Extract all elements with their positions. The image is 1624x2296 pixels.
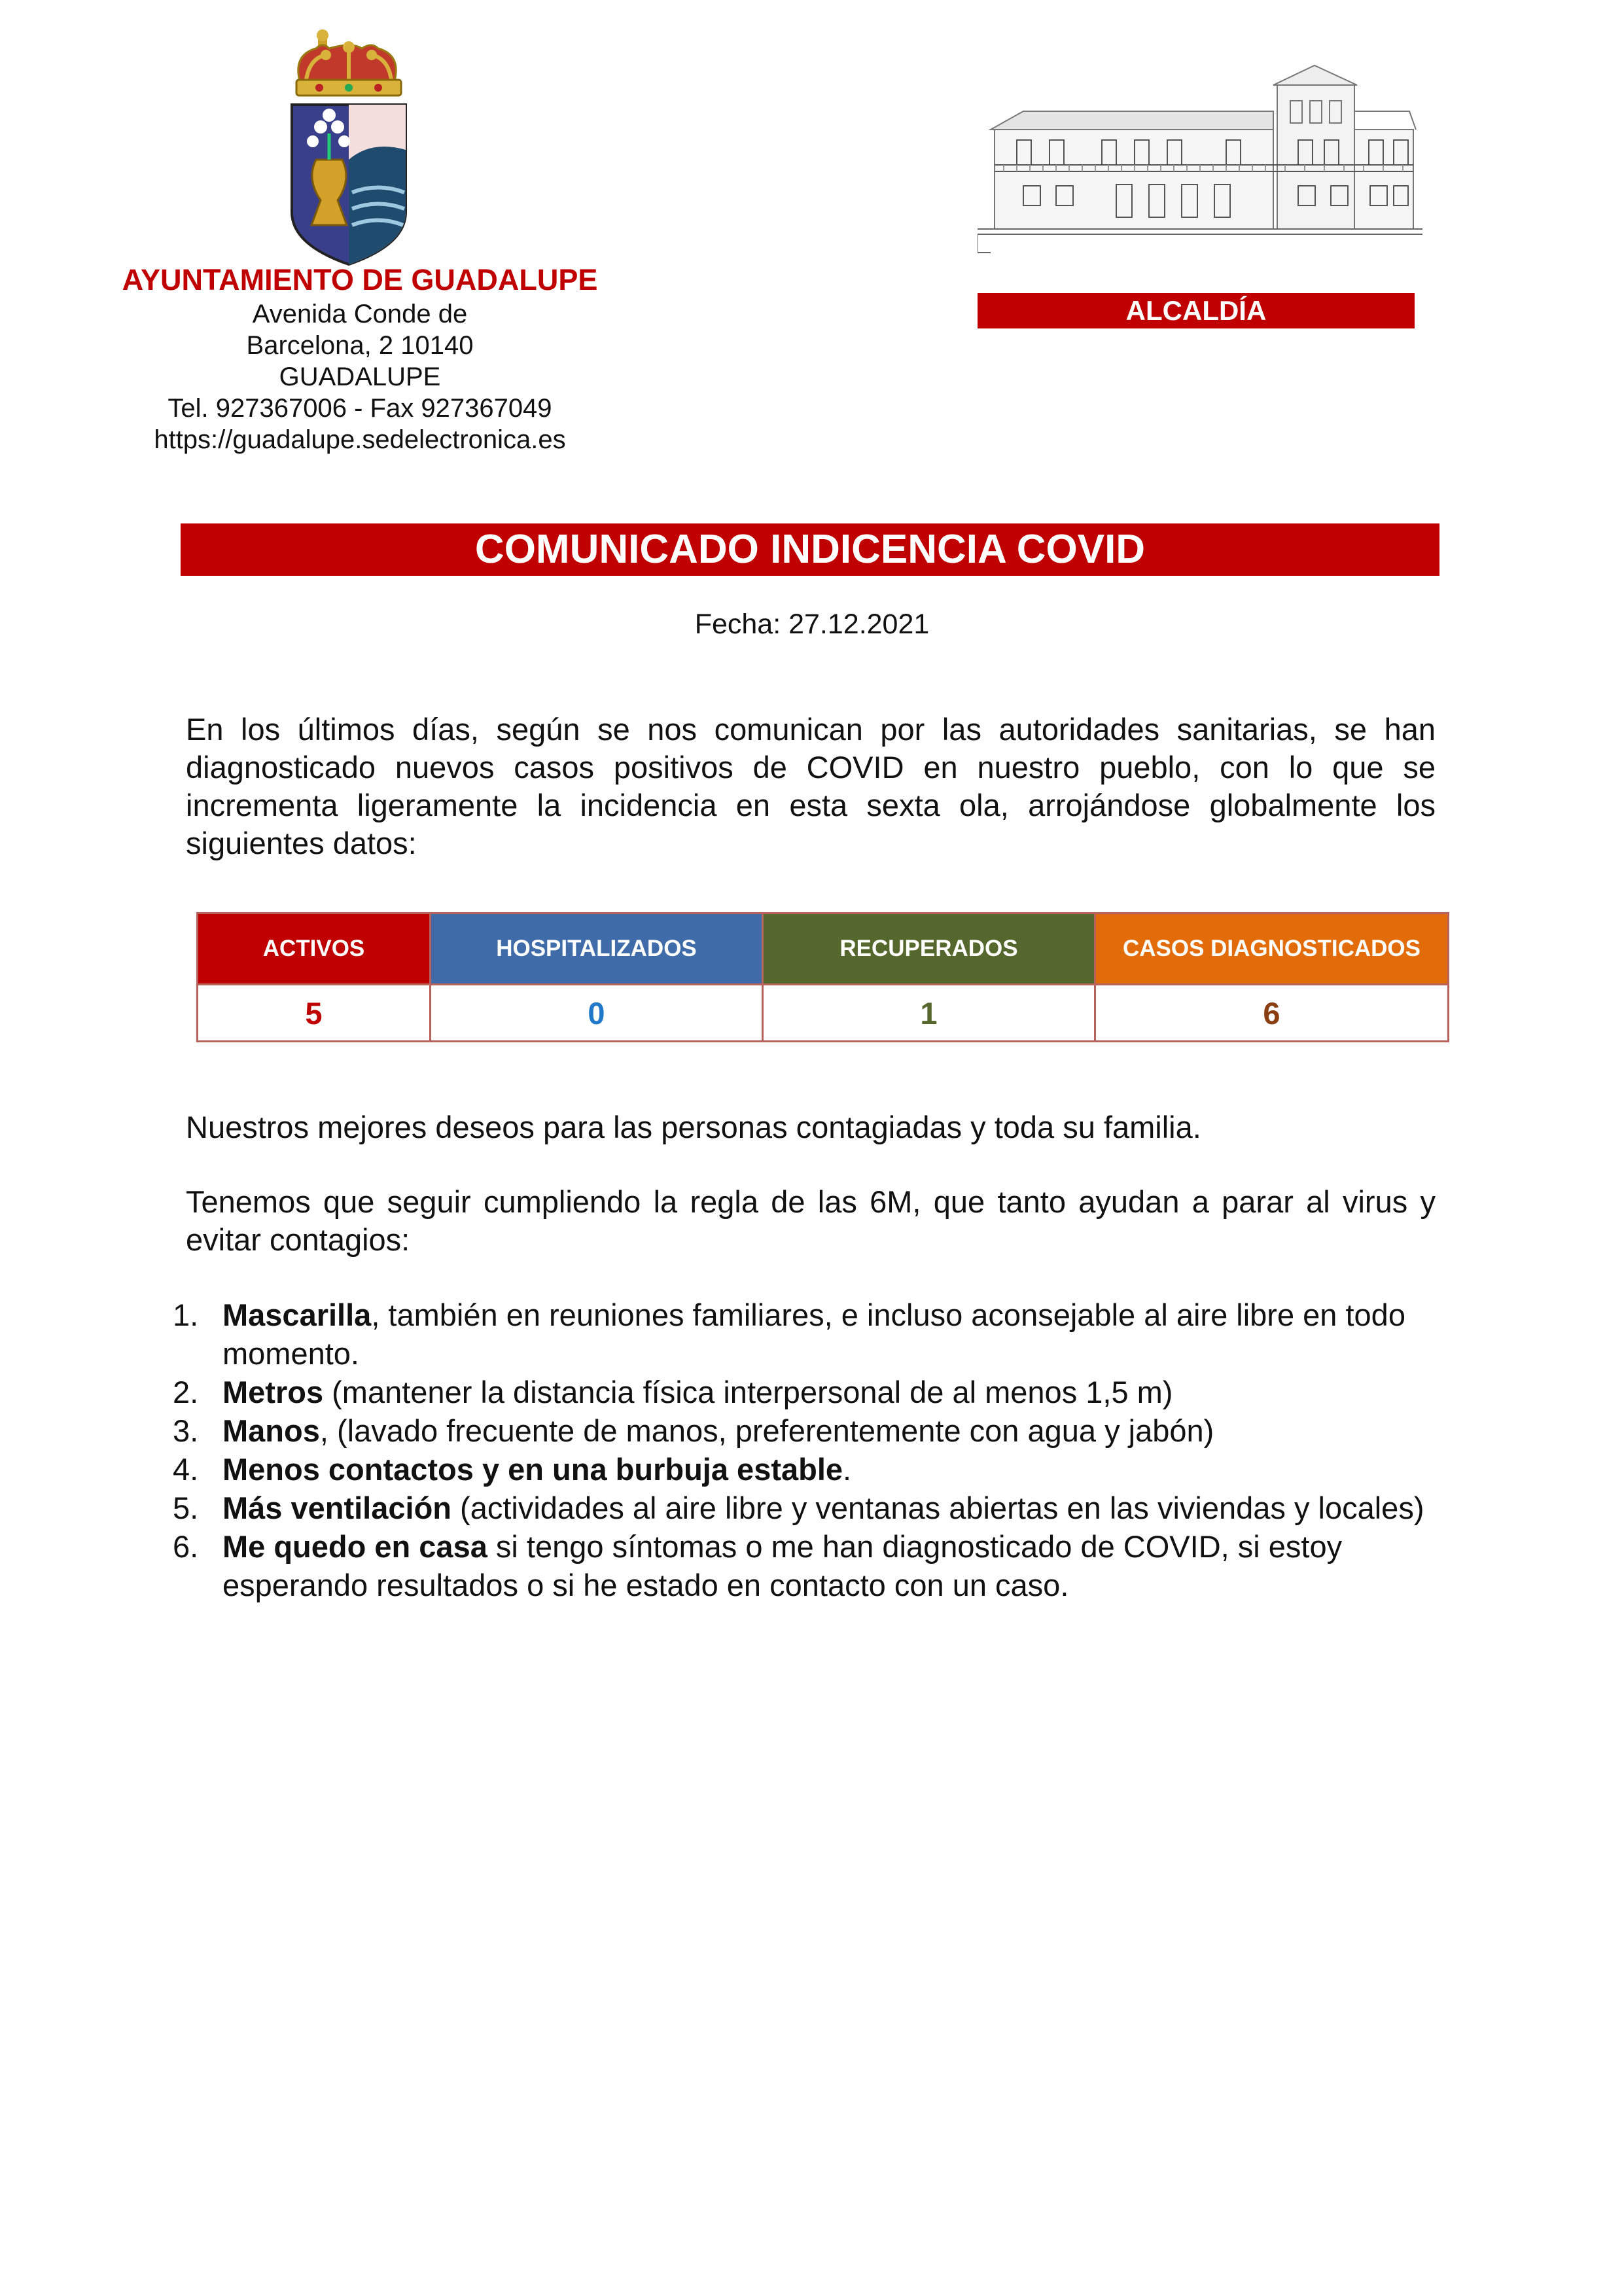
list-number: 1. — [173, 1298, 199, 1332]
shield-icon — [292, 105, 406, 264]
list-item — [173, 1450, 1436, 1489]
rules-list — [173, 1296, 1436, 1604]
value-activos: 5 — [198, 985, 431, 1042]
rule-keyword: Me quedo en casa — [222, 1529, 487, 1564]
intro-paragraph: En los últimos días, según se nos comunican por las autoridades sanitarias, se han diagnosticado nuevos casos positivos de COVID en nuestro pueblo, con lo que se incrementa ligeramente la incidencia en esta sexta ola, arrojándose globalmente los siguientes datos: — [186, 712, 1436, 860]
value-recuperados: 1 — [763, 985, 1095, 1042]
covid-stats-table — [196, 912, 1449, 1042]
rule-keyword: Menos contactos y en una burbuja estable — [222, 1452, 843, 1487]
organization-name: AYUNTAMIENTO DE GUADALUPE — [122, 263, 598, 296]
list-number: 6. — [173, 1529, 199, 1564]
list-item — [173, 1296, 1436, 1373]
table-row — [198, 985, 1449, 1042]
town-hall-building-icon — [978, 56, 1422, 272]
header-hospitalizados: HOSPITALIZADOS — [431, 913, 763, 985]
list-item — [173, 1411, 1436, 1450]
rule-keyword: Manos — [222, 1413, 320, 1448]
organization-header — [92, 262, 628, 455]
rule-text: , también en reuniones familiares, e incluso aconsejable al aire libre en todo momento. — [222, 1298, 1405, 1371]
header-activos: ACTIVOS — [198, 913, 431, 985]
list-item — [173, 1373, 1436, 1411]
rule-text: , (lavado frecuente de manos, preferentemente con agua y jabón) — [319, 1413, 1214, 1448]
list-item — [173, 1489, 1436, 1527]
website-link[interactable]: https://guadalupe.sedelectronica.es — [154, 425, 566, 454]
value-hospitalizados: 0 — [431, 985, 763, 1042]
list-number: 4. — [173, 1452, 199, 1487]
list-number: 5. — [173, 1491, 199, 1525]
list-item — [173, 1527, 1436, 1604]
list-number: 3. — [173, 1413, 199, 1448]
list-number: 2. — [173, 1375, 199, 1409]
page-title: COMUNICADO INDICENCIA COVID — [181, 523, 1439, 576]
header-recuperados: RECUPERADOS — [763, 913, 1095, 985]
table-header-row — [198, 913, 1449, 985]
rule-keyword: Mascarilla — [222, 1298, 372, 1332]
phone-fax-line: Tel. 927367006 - Fax 927367049 — [168, 394, 552, 423]
rule-text: si tengo síntomas o me han diagnosticado de COVID, si estoy esperando resultados o si he estado en contacto con un caso. — [222, 1529, 1343, 1602]
address-line-2: Barcelona, 2 10140 — [246, 331, 474, 360]
address-line-1: Avenida Conde de — [252, 300, 468, 328]
department-badge: ALCALDÍA — [978, 293, 1415, 328]
crown-icon — [296, 29, 401, 96]
rule-intro-paragraph: Tenemos que seguir cumpliendo la regla de las 6M, que tanto ayudan a parar al virus y evitar contagios: — [186, 1184, 1436, 1257]
rule-text: (mantener la distancia física interpersonal de al menos 1,5 m) — [323, 1375, 1173, 1409]
wishes-paragraph: Nuestros mejores deseos para las personas contagiadas y toda su familia. — [186, 1110, 1201, 1144]
rule-keyword: Metros — [222, 1375, 324, 1409]
address-line-3: GUADALUPE — [279, 362, 441, 391]
value-casos-diagnosticados: 6 — [1095, 985, 1449, 1042]
rule-keyword: Más ventilación — [222, 1491, 451, 1525]
header-casos-diagnosticados: CASOS DIAGNOSTICADOS — [1095, 913, 1449, 985]
coat-of-arms-icon — [280, 29, 417, 268]
rule-text: (actividades al aire libre y ventanas abiertas en las viviendas y locales) — [451, 1491, 1424, 1525]
document-date: Fecha: 27.12.2021 — [694, 609, 930, 640]
rule-text: . — [843, 1452, 852, 1487]
